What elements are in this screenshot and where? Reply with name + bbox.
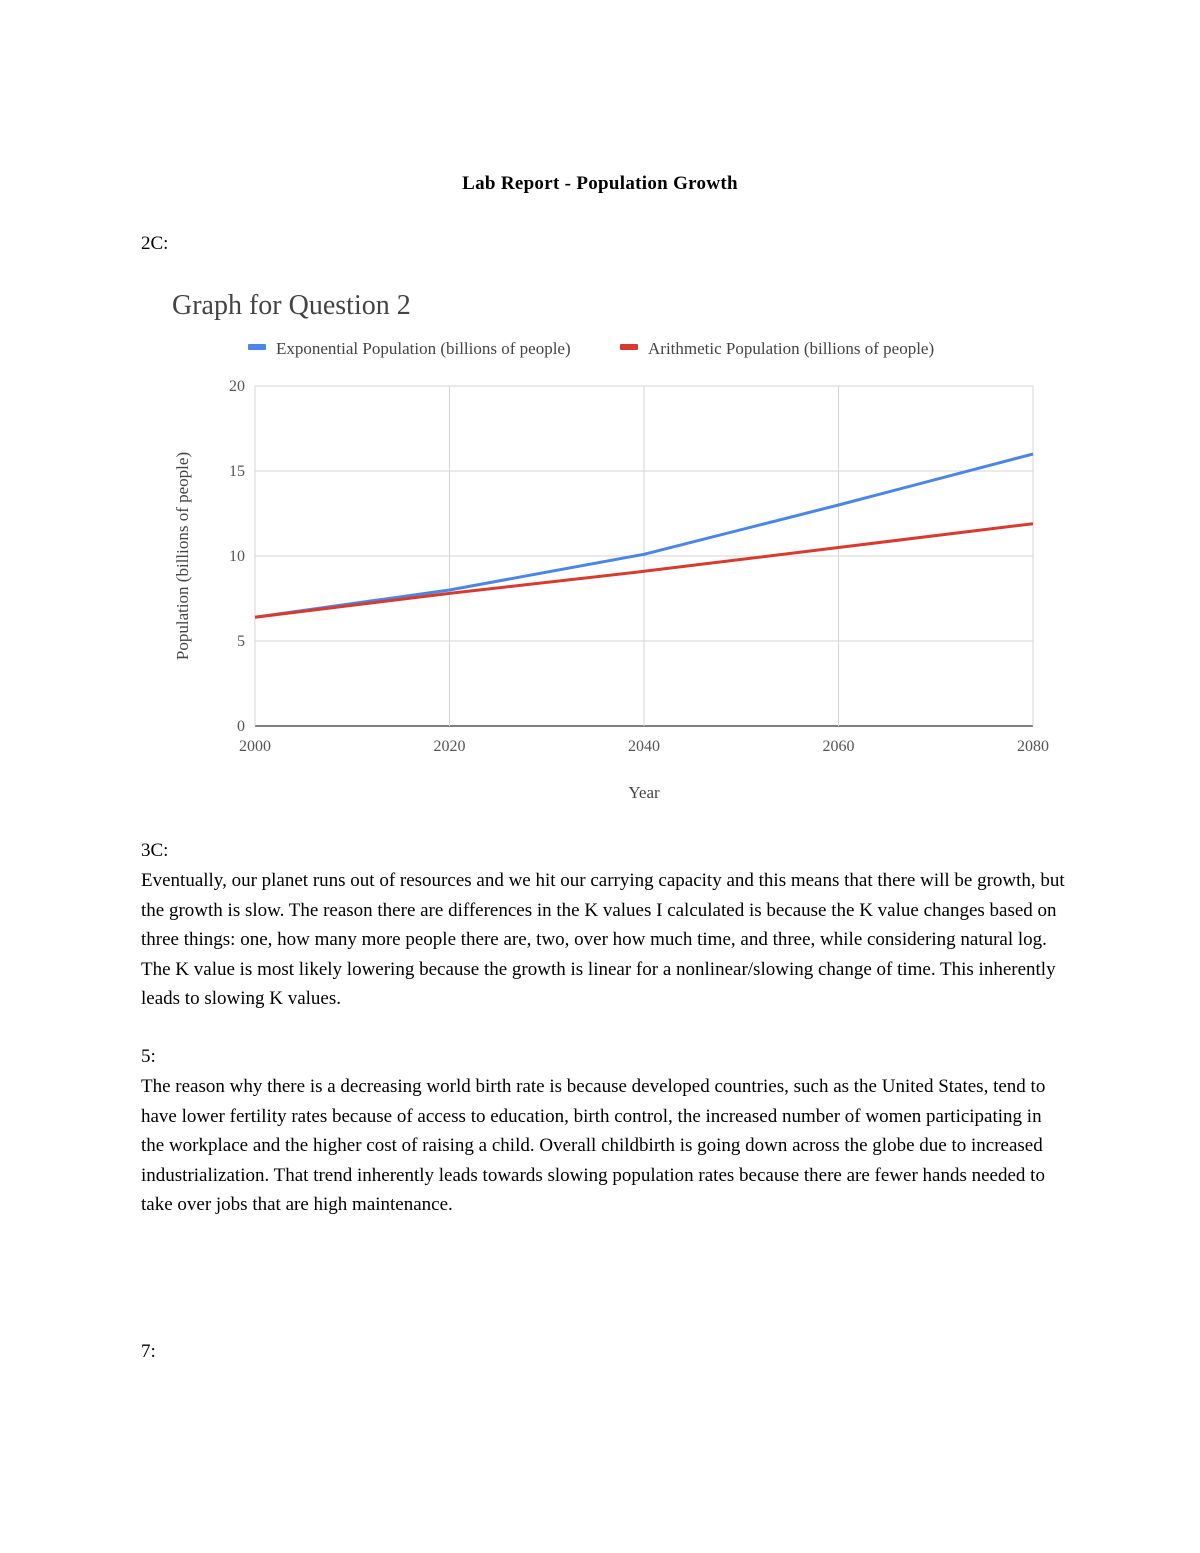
x-tick-label: 2000 <box>239 738 271 755</box>
legend-label-1: Exponential Population (billions of people) <box>276 339 571 358</box>
x-tick-label: 2020 <box>433 738 466 755</box>
question-5-label: 5: <box>141 1046 156 1067</box>
y-tick-label: 5 <box>237 633 245 650</box>
question-3c-label: 3C: <box>141 840 169 861</box>
legend-label-2: Arithmetic Population (billions of people) <box>648 339 935 358</box>
chart-ticks <box>229 378 1049 755</box>
legend-swatch-1 <box>248 344 266 350</box>
x-axis-title: Year <box>628 783 660 802</box>
document-title: Lab Report - Population Growth <box>462 173 738 194</box>
y-axis-title: Population (billions of people) <box>173 451 192 661</box>
y-tick-label: 15 <box>229 463 245 480</box>
question-5-answer: The reason why there is a decreasing world birth rate is because developed countries, such as the United States, tend to have lower fertility rates because of access to education, birth control, the increased number of women participating in the workplace and the higher cost of raising a child. Overall childbirth is going down across the globe due to increased industrialization. That trend inherently leads towards slowing population rates because there are fewer hands needed to take over jobs that are high maintenance. <box>141 1076 1046 1216</box>
x-tick-label: 2040 <box>628 738 660 755</box>
x-tick-label: 2060 <box>822 738 855 755</box>
y-tick-label: 0 <box>237 718 245 735</box>
y-tick-label: 20 <box>229 378 245 395</box>
question-7-label: 7: <box>141 1341 156 1362</box>
chart-grid <box>255 386 1033 726</box>
question-3c-answer: Eventually, our planet runs out of resources and we hit our carrying capacity and this means that there will be growth, but the growth is slow. The reason there are differences in the K values I calculated is because the K value changes based on three things: one, how many more people there are, two, over how much time, and three, while considering natural log. The K value is most likely lowering because the growth is linear for a nonlinear/slowing change of time. This inherently leads to slowing K values. <box>141 870 1065 1010</box>
population-line-chart <box>160 280 1070 810</box>
x-tick-label: 2080 <box>1017 738 1049 755</box>
legend-swatch-2 <box>620 344 638 350</box>
question-2c-label: 2C: <box>141 233 169 254</box>
chart-legend <box>248 339 934 358</box>
chart-title: Graph for Question 2 <box>172 290 411 321</box>
y-tick-label: 10 <box>229 548 245 565</box>
